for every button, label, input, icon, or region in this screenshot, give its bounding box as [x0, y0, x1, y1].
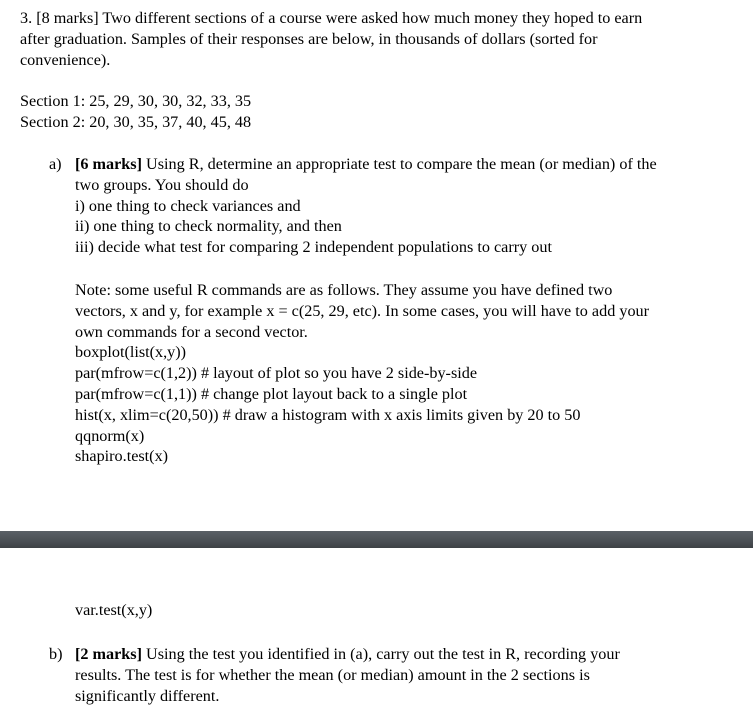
part-a-first-line-text: Using R, determine an appropriate test to compare the mean (or median) of the [142, 155, 657, 173]
heading-line: after graduation. Samples of their responses are below, in thousands of dollars (sorted for [20, 29, 598, 48]
part-a-body [75, 154, 657, 258]
r-command: par(mfrow=c(1,2)) # layout of plot so you have 2 side-by-side [75, 364, 478, 383]
r-command: shapiro.test(x) [75, 447, 169, 466]
heading-line: 3. [8 marks] Two different sections of a course were asked how much money they hoped to earn [20, 9, 643, 27]
part-b-label: b) [49, 645, 63, 663]
note-line: vectors, x and y, for example x = c(25, 29, etc). In some cases, you will have to add your [75, 301, 650, 320]
part-b-body [75, 644, 620, 706]
heading-line: convenience). [20, 50, 111, 69]
part-b-first-line [75, 644, 620, 665]
section-1-data: Section 1: 25, 29, 30, 30, 32, 33, 35 [20, 92, 252, 110]
note-line: Note: some useful R commands are as follows. They assume you have defined two [75, 281, 613, 299]
page-break-divider [0, 531, 753, 548]
r-command: var.test(x,y) [75, 601, 153, 619]
part-a-marks: [6 marks] [75, 155, 142, 173]
part-a-first-line [75, 154, 657, 175]
r-commands-note [75, 280, 649, 467]
part-a-line: two groups. You should do [75, 175, 249, 194]
note-line: own commands for a second vector. [75, 322, 308, 341]
r-command: qqnorm(x) [75, 426, 145, 445]
r-command: par(mfrow=c(1,1)) # change plot layout back to a single plot [75, 384, 468, 403]
part-b-line: results. The test is for whether the mean (or median) amount in the 2 sections is [75, 665, 590, 684]
r-command: hist(x, xlim=c(20,50)) # draw a histogram with x axis limits given by 20 to 50 [75, 405, 581, 424]
part-a-line: ii) one thing to check normality, and then [75, 217, 342, 236]
section-2-data: Section 2: 20, 30, 35, 37, 40, 45, 48 [20, 112, 252, 131]
part-a-line: i) one thing to check variances and [75, 196, 301, 215]
part-b-first-line-text: Using the test you identified in (a), carry out the test in R, recording your [142, 645, 620, 663]
part-a-line: iii) decide what test for comparing 2 independent populations to carry out [75, 238, 552, 257]
part-b-marks: [2 marks] [75, 645, 142, 663]
part-b-line: significantly different. [75, 686, 220, 705]
part-a-label: a) [49, 155, 62, 173]
question-heading [20, 8, 642, 70]
r-command: boxplot(list(x,y)) [75, 343, 187, 362]
var-test-command [75, 600, 152, 621]
section-data [20, 91, 251, 133]
